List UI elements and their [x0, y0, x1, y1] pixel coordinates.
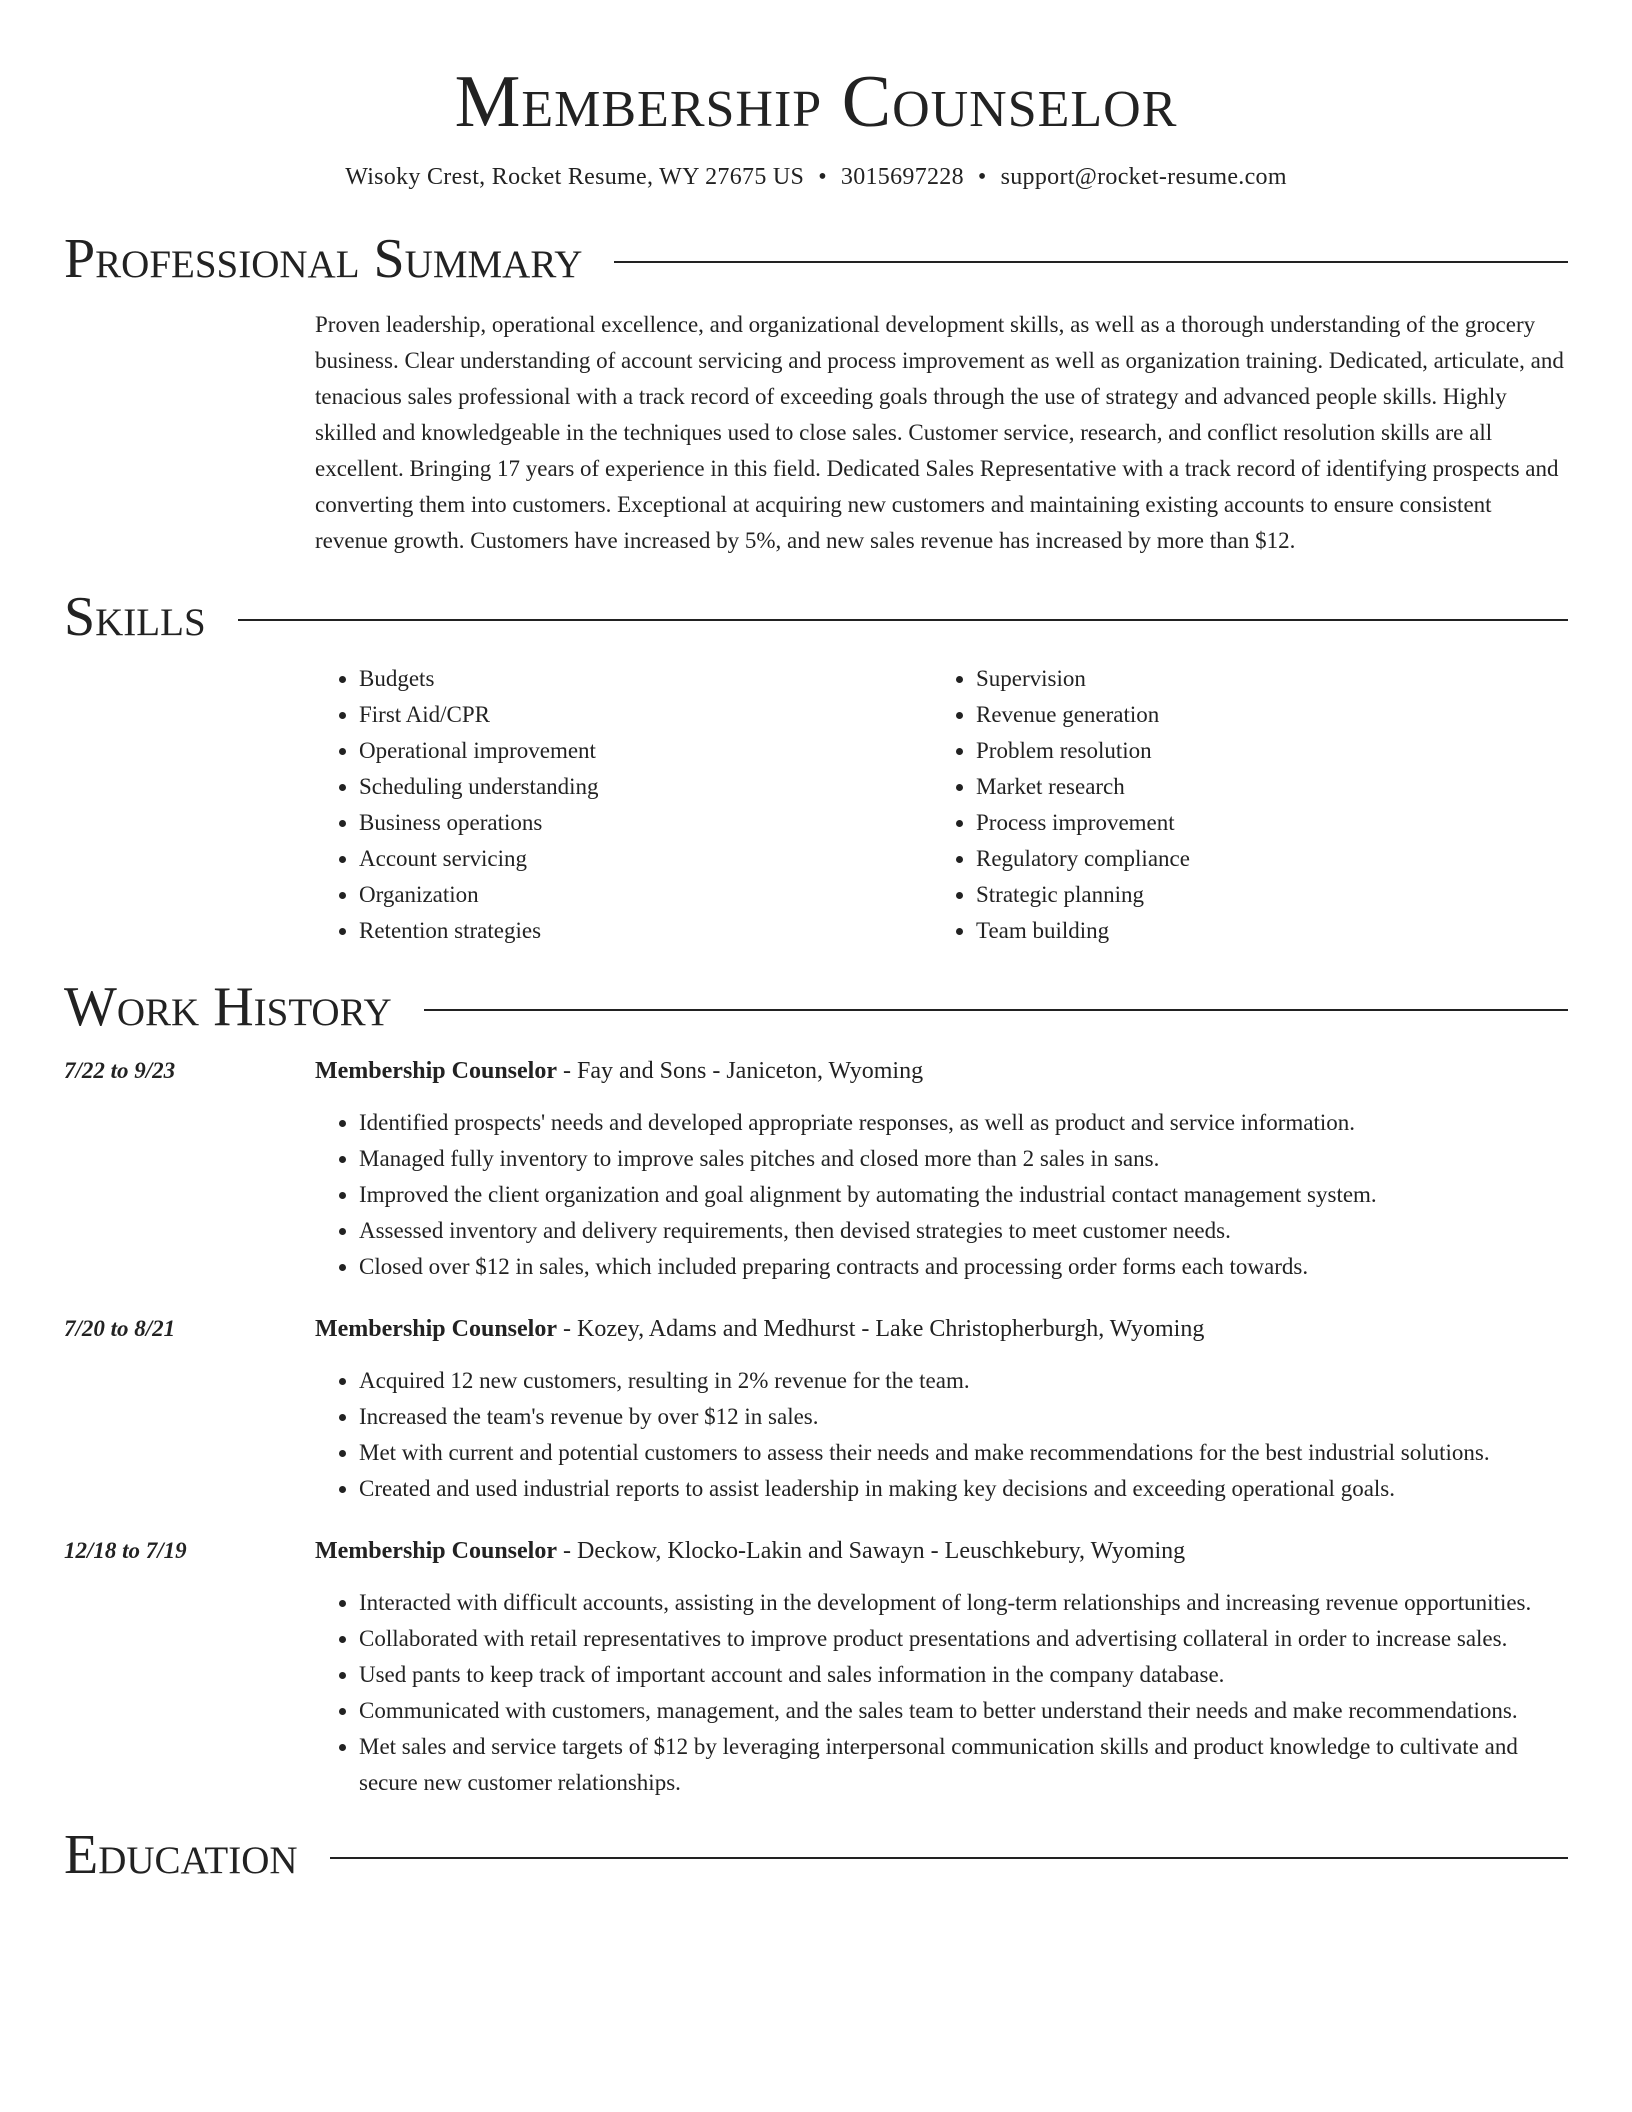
education-section-header	[64, 1823, 1568, 1887]
job-entry	[64, 1053, 1568, 1285]
job-details	[315, 1311, 1568, 1507]
skill-item: • Problem resolution	[976, 733, 1549, 769]
job-bullet: • Closed over $12 in sales, which included preparing contracts and processing order forms each towards.	[359, 1249, 1568, 1285]
job-bullet: • Met with current and potential customers to assess their needs and make recommendations for the best industrial solutions.	[359, 1435, 1568, 1471]
job-bullet: • Interacted with difficult accounts, assisting in the development of long-term relationships and increasing revenue opportunities.	[359, 1585, 1568, 1621]
job-bullet: • Used pants to keep track of important account and sales information in the company database.	[359, 1657, 1568, 1693]
job-bullet: • Identified prospects' needs and developed appropriate responses, as well as product and service information.	[359, 1105, 1568, 1141]
contact-separator: •	[818, 164, 827, 190]
skill-item: • Team building	[976, 913, 1549, 949]
job-details	[315, 1533, 1568, 1801]
job-position: Membership Counselor	[315, 1538, 557, 1564]
job-dates: 12/18 to 7/19	[64, 1538, 187, 1563]
job-bullet: • Created and used industrial reports to assist leadership in making key decisions and exceeding operational goals.	[359, 1471, 1568, 1507]
skill-item: • Account servicing	[359, 841, 932, 877]
skill-item: • Organization	[359, 877, 932, 913]
skills-title: Skills	[64, 586, 206, 648]
section-divider	[424, 1009, 1568, 1011]
work-title: Work History	[64, 976, 392, 1038]
job-bullet: • Assessed inventory and delivery requirements, then devised strategies to meet customer needs.	[359, 1213, 1568, 1249]
section-divider	[330, 1857, 1568, 1859]
job-heading	[315, 1311, 1568, 1347]
skill-item: • Regulatory compliance	[976, 841, 1549, 877]
skills-column-right	[932, 661, 1549, 949]
job-employer: - Fay and Sons - Janiceton, Wyoming	[557, 1058, 924, 1084]
contact-address: Wisoky Crest, Rocket Resume, WY 27675 US	[345, 164, 805, 190]
job-bullet: • Acquired 12 new customers, resulting in 2% revenue for the team.	[359, 1363, 1568, 1399]
skill-item: • Budgets	[359, 661, 932, 697]
job-position: Membership Counselor	[315, 1058, 557, 1084]
skill-item: • Operational improvement	[359, 733, 932, 769]
candidate-name: Membership Counselor	[454, 61, 1178, 143]
skill-item: • Scheduling understanding	[359, 769, 932, 805]
skills-column-left	[315, 661, 932, 949]
skill-item: • Supervision	[976, 661, 1549, 697]
summary-section	[315, 307, 1568, 559]
job-bullets	[315, 1105, 1568, 1285]
job-bullets	[315, 1585, 1568, 1801]
education-title: Education	[64, 1824, 298, 1886]
work-section-header	[64, 975, 1568, 1039]
job-bullet: • Managed fully inventory to improve sales pitches and closed more than 2 sales in sans.	[359, 1141, 1568, 1177]
contact-phone: 3015697228	[840, 164, 964, 190]
job-bullet: • Increased the team's revenue by over $12 in sales.	[359, 1399, 1568, 1435]
skills-section-header	[64, 585, 1568, 649]
job-position: Membership Counselor	[315, 1316, 557, 1342]
summary-text: Proven leadership, operational excellence, and organizational development skills, as well as a thorough understanding of the grocery business. Clear understanding of account servicing and process improvement as well as organization training. Dedicated, articulate, and tenacious sales professional with a track record of exceeding goals through the use of strategy and advanced people skills. Highly skilled and knowledgeable in the techniques used to close sales. Customer service, research, and conflict resolution skills are all excellent. Bringing 17 years of experience in this field. Dedicated Sales Representative with a track record of identifying prospects and converting them into customers. Exceptional at acquiring new customers and maintaining existing accounts to ensure consistent revenue growth. Customers have increased by 5%, and new sales revenue has increased by more than $12.	[315, 312, 1564, 553]
job-entry	[64, 1533, 1568, 1801]
summary-title: Professional Summary	[64, 228, 583, 290]
skill-item: • Business operations	[359, 805, 932, 841]
job-details	[315, 1053, 1568, 1285]
skill-item: • Market research	[976, 769, 1549, 805]
job-employer: - Kozey, Adams and Medhurst - Lake Christopherburgh, Wyoming	[557, 1316, 1205, 1342]
skill-item: • Strategic planning	[976, 877, 1549, 913]
skill-item: • Process improvement	[976, 805, 1549, 841]
job-bullet: • Met sales and service targets of $12 by leveraging interpersonal communication skills and product knowledge to cultivate and secure new customer relationships.	[359, 1729, 1568, 1801]
contact-separator: •	[977, 164, 987, 190]
skills-list	[315, 661, 1568, 949]
job-bullet: • Collaborated with retail representatives to improve product presentations and advertising collateral in order to increase sales.	[359, 1621, 1568, 1657]
job-dates: 7/20 to 8/21	[64, 1316, 176, 1341]
job-bullet: • Communicated with customers, management, and the sales team to better understand their needs and make recommendations.	[359, 1693, 1568, 1729]
job-bullets	[315, 1363, 1568, 1507]
job-entry	[64, 1311, 1568, 1507]
job-dates: 7/22 to 9/23	[64, 1058, 176, 1083]
skill-item: • Retention strategies	[359, 913, 932, 949]
contact-line	[64, 164, 1568, 191]
job-heading	[315, 1053, 1568, 1089]
section-divider	[614, 261, 1568, 263]
contact-email: support@rocket-resume.com	[1000, 164, 1287, 190]
summary-section-header	[64, 227, 1568, 291]
job-heading	[315, 1533, 1568, 1569]
skill-item: • Revenue generation	[976, 697, 1549, 733]
section-divider	[238, 619, 1568, 621]
job-bullet: • Improved the client organization and goal alignment by automating the industrial contact management system.	[359, 1177, 1568, 1213]
skill-item: • First Aid/CPR	[359, 697, 932, 733]
job-employer: - Deckow, Klocko-Lakin and Sawayn - Leuschkebury, Wyoming	[557, 1538, 1186, 1564]
